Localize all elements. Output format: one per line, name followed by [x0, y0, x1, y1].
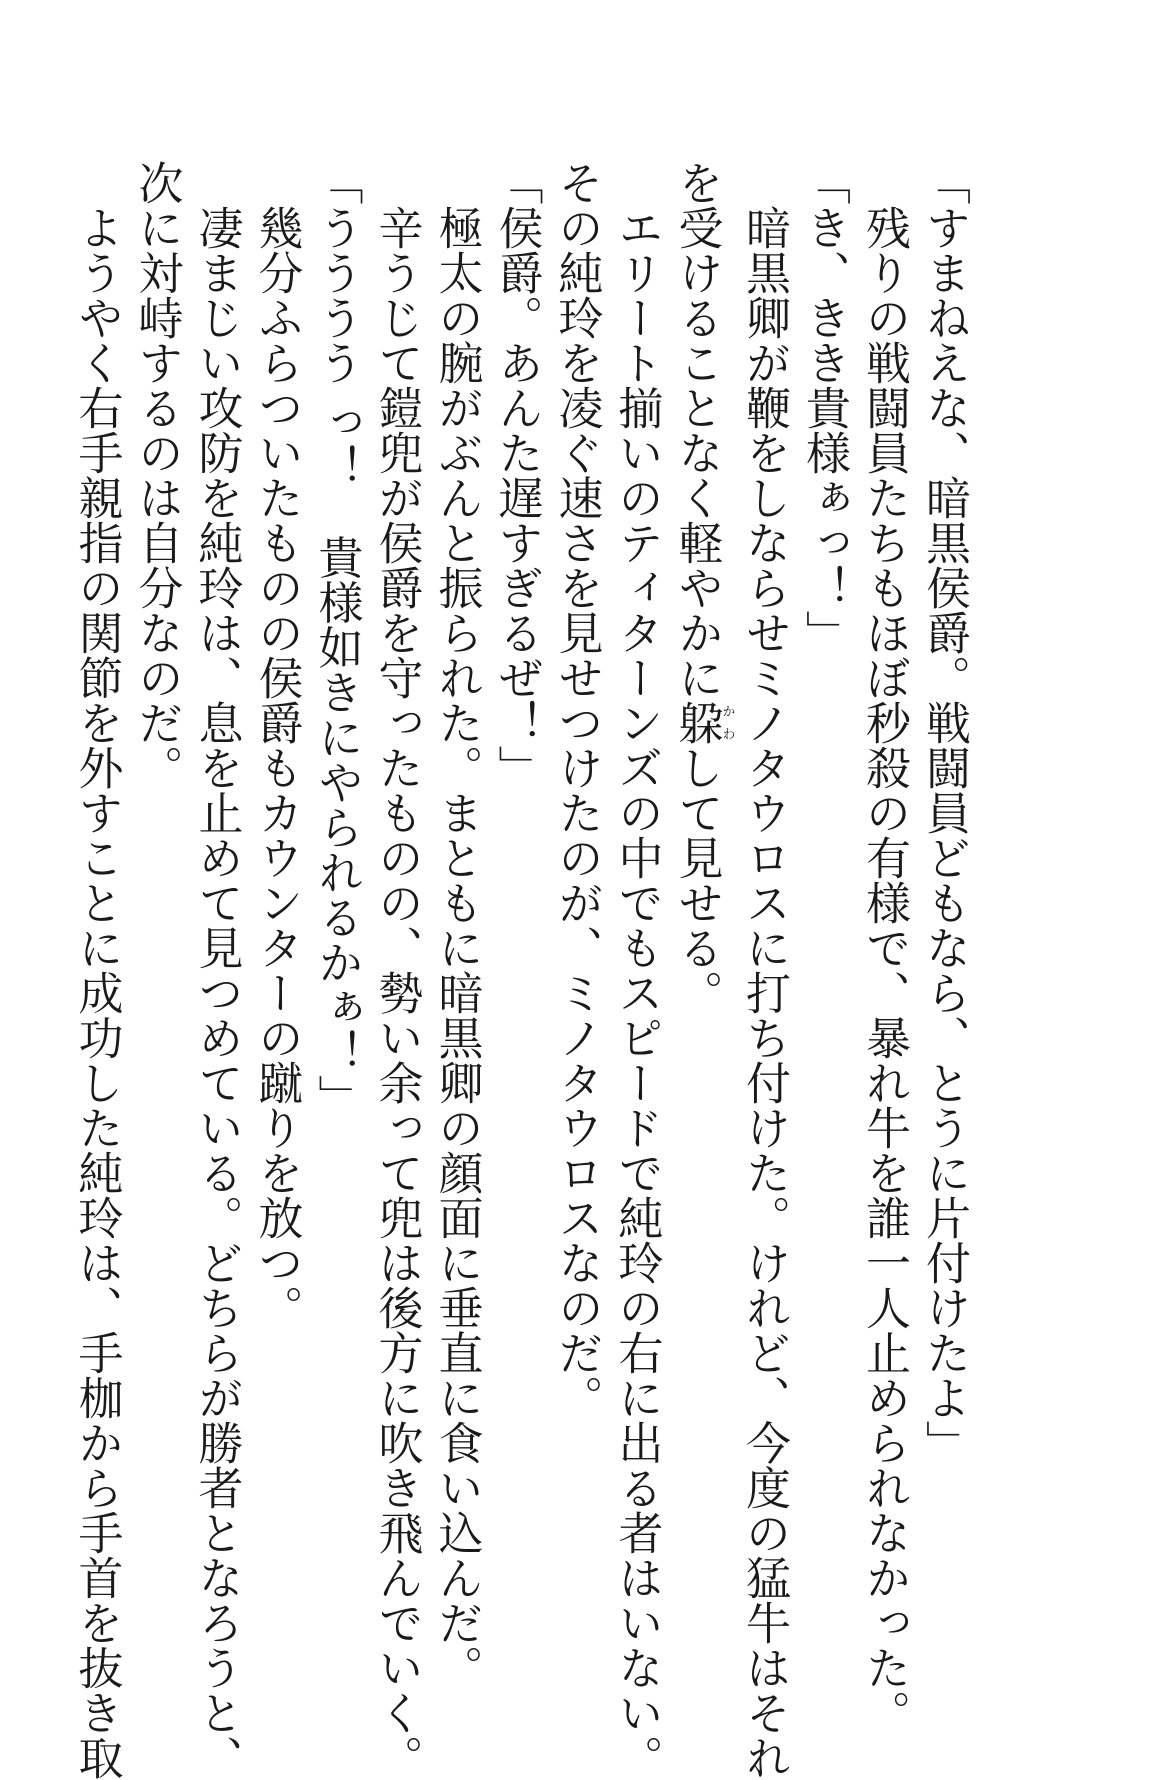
ruby-reading: かわ — [719, 700, 735, 745]
text-line: エリート揃いのティターンズの中でもスピードで純玲の右に出る者はいない。 — [610, 205, 664, 1780]
text-line: ようやく右手親指の関節を外すことに成功した純玲は、手枷から手首を抜き取 — [70, 205, 124, 1780]
text-line: 極太の腕がぶんと振られた。まともに暗黒卿の顔面に垂直に食い込んだ。 — [430, 205, 484, 1690]
text-line: 「すまねえな、暗黒侯爵。戦闘員どもなら、とうに片付けたよ」 — [918, 160, 971, 1465]
text-segment: を受けることなく軽やかに — [670, 160, 724, 700]
text-line: 暗黒卿が鞭をしならせミノタウロスに打ち付けた。けれど、今度の猛牛はそれ — [738, 205, 791, 1780]
ruby-base: 躱 — [670, 700, 724, 745]
vertical-text-body — [67, 160, 975, 1780]
text-line: その純玲を凌ぐ速さを見せつけたのが、ミノタウロスなのだ。 — [550, 160, 604, 1420]
ruby-annotation — [670, 700, 735, 745]
text-line: 「侯爵。あんた遅すぎるぜ！」 — [490, 160, 544, 790]
text-line-with-ruby — [667, 160, 735, 1510]
text-line: 次に対峙するのは自分なのだ。 — [130, 160, 184, 790]
text-line: 幾分ふらついたものの侯爵もカウンターの蹴りを放つ。 — [250, 205, 304, 1330]
text-segment: して見せる。 — [670, 745, 724, 1015]
text-line: 辛うじて鎧兜が侯爵を守ったものの、勢い余って兜は後方に吹き飛んでいく。 — [370, 205, 424, 1780]
text-line: 「き、きき貴様ぁっ！」 — [798, 160, 851, 655]
text-line: 残りの戦闘員たちもほぼ秒殺の有様で、暴れ牛を誰一人止められなかった。 — [858, 205, 911, 1735]
text-line: 「うううう っ！ 貴様如きにやられるかぁ！」 — [310, 160, 364, 1120]
text-line: 凄まじい攻防を純玲は、息を止めて見つめている。どちらが勝者となろうと、 — [190, 205, 244, 1780]
